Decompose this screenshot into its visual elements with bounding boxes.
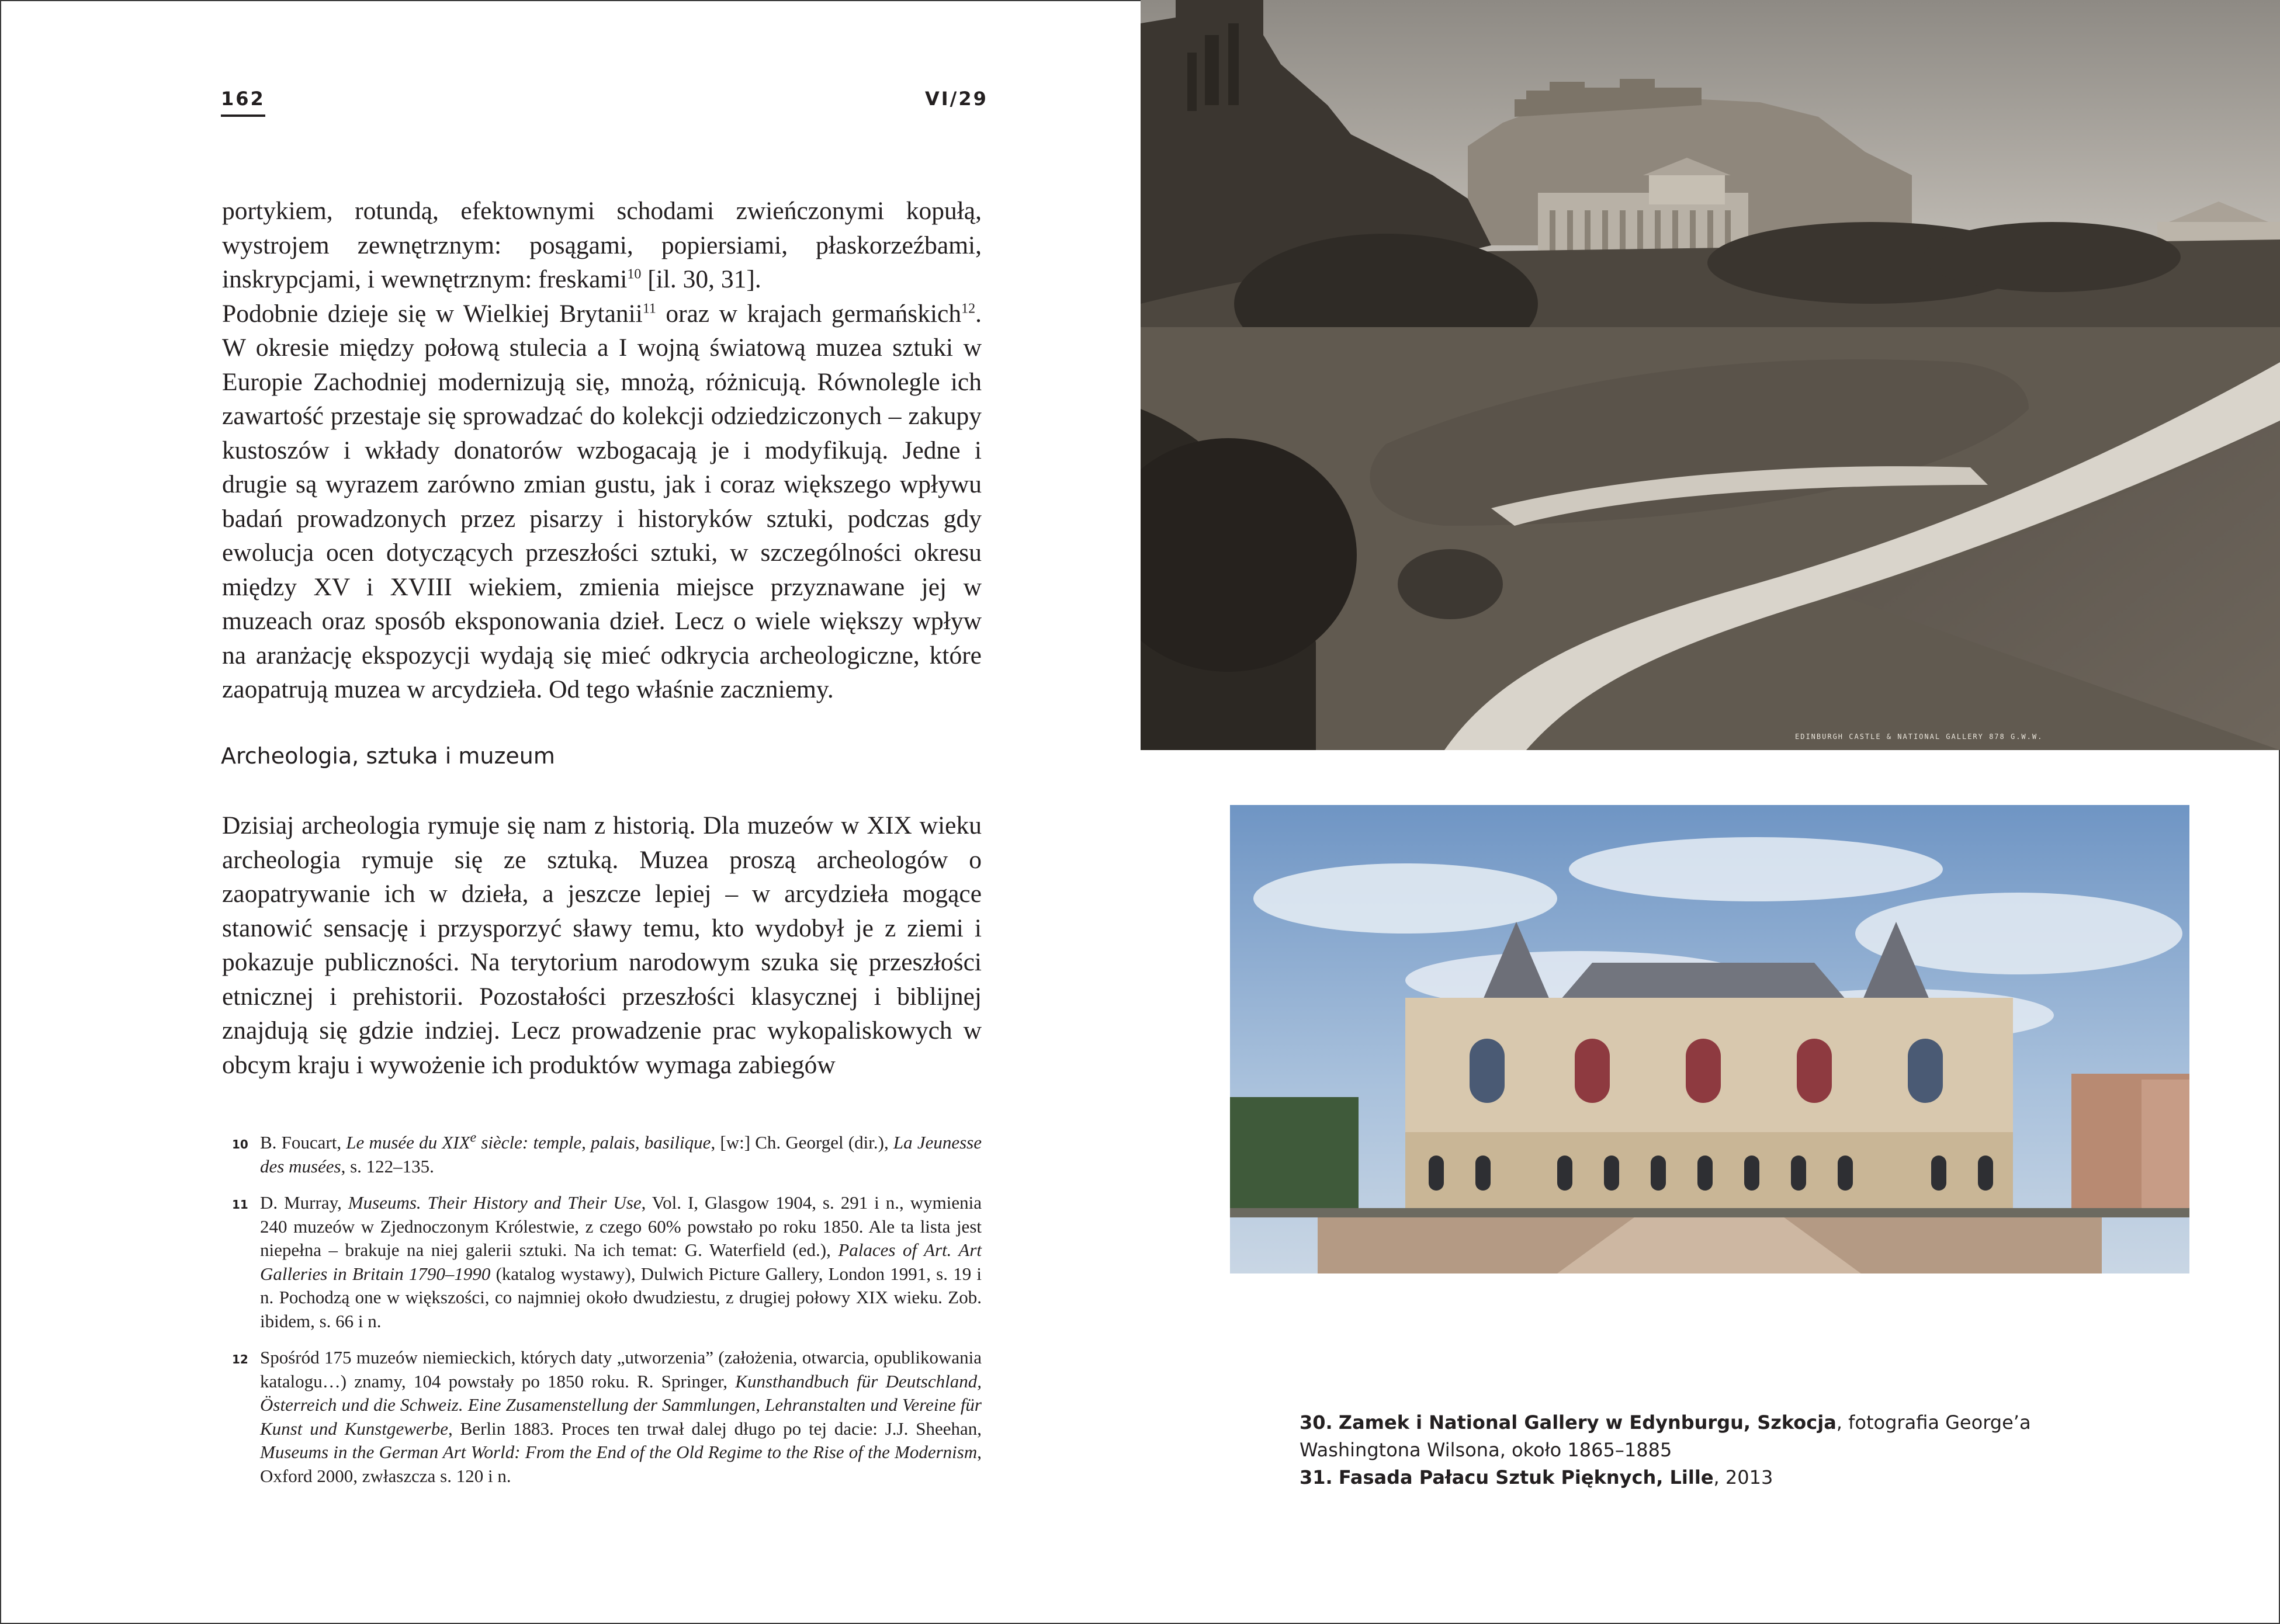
- caption-30-line-2: Washingtona Wilsona, około 1865–1885: [1300, 1439, 1672, 1461]
- footnote-number: 12: [232, 1352, 248, 1366]
- footnote-text-run: , Oxford 2000, zwłaszcza s. 120 i n.: [260, 1442, 982, 1486]
- footnote-text-run: , s. 122–135.: [341, 1155, 434, 1177]
- footnote-text-run: , Berlin 1883. Proces ten trwał dalej długo po tej dacie: J.J. Sheehan,: [448, 1418, 982, 1439]
- footnote-ref-12[interactable]: 12: [961, 301, 976, 316]
- footnote-text-run: , Vol. I, Glasgow 1904, s. 291 i n., wymienia 240 muzeów w Zjednoczonym Królestwie, z czego 60% powstało po roku 1850. Ale ta lista jest niepełna – brakuje na niej galerii sztuki. Na ich temat: G. Waterfield (ed.),: [260, 1192, 982, 1260]
- section-heading: Archeologia, sztuka i muzeum: [221, 743, 555, 769]
- photo-palais-des-beaux-arts-lille: [1230, 805, 2189, 1273]
- footnote-text-run: (katalog wystawy), Dulwich Picture Gallery, London 1991, s. 19 i n. Pochodzą one w większości, co najmniej około dwudziestu, z drugiej połowy XIX wieku. Zob. ibidem, s. 66 i n.: [260, 1263, 982, 1331]
- footnote-text-run: Palaces of Art. Art Galleries in Britain 1790–1990: [260, 1240, 982, 1284]
- page-number: 162: [221, 88, 265, 117]
- footnote-11: [222, 1191, 982, 1333]
- footnote-text-run: Kunsthandbuch für Deutschland, Österreich und die Schweiz. Eine Zusamenstellung der Sammlungen, Lehranstalten und Vereine für Kunst und Kunstgewerbe: [260, 1370, 982, 1439]
- footnote-10: [222, 1131, 982, 1178]
- footnote-12: [222, 1346, 982, 1488]
- body-text-block-2: [222, 808, 982, 1082]
- footnote-number: 11: [232, 1198, 248, 1212]
- footnote-number: 10: [232, 1137, 248, 1151]
- photo-edinburgh-castle-national-gallery: [1141, 0, 2280, 750]
- paragraph-continuation: portykiem, rotundą, efektownymi schodami zwieńczonymi kopułą, wystrojem zewnętrznym: posągami, popiersiami, płaskorzeźbami, inskrypcjami, i wewnętrznym: freskami$^{10}$ [il. 30, 31].: [222, 197, 982, 293]
- footnote-text-run: Spośród 175 muzeów niemieckich, których daty „utworzenia” (założenia, otwarcia, opublikowania katalogu…) znamy, 104 powstały po 1850 roku. R. Springer,: [260, 1347, 982, 1391]
- footnote-text-run: D. Murray,: [260, 1192, 348, 1213]
- footnotes: [222, 1131, 982, 1501]
- caption-31: 31. Fasada Pałacu Sztuk Pięknych, Lille, 2013: [1300, 1466, 1773, 1488]
- paragraph-archeology: Dzisiaj archeologia rymuje się nam z historią. Dla muzeów w XIX wieku archeologia rymuje się ze sztuką. Muzea proszą archeologów o zaopatrywanie ich w dzieła, a jeszcze lepiej – w arcydzieła mogące stanowić sensację i przysporzyć sławy temu, kto wydobył je z ziemi i pokazuje publiczności. Na terytorium narodowym szuka się przeszłości etnicznej i prehistorii. Pozostałości przeszłości klasycznej i biblijnej znajdują się gdzie indziej. Lecz prowadzenie prac wykopaliskowych w obcym kraju i wywożenie ich produktów wymaga zabiegów: [222, 811, 982, 1079]
- paragraph-britain: Podobnie dzieje się w Wielkiej Brytanii$^{11}$ oraz w krajach germańskich$^{12}$. W okresie między połową stulecia a I wojną światową muzea sztuki w Europie Zachodniej modernizują się, mnożą, różnicują. Równolegle ich zawartość przestaje się sprowadzać do kolekcji odziedziczonych – zakupy kustoszów i wkłady donatorów wzbogacają je i modyfikują. Jedne i drugie są wyrazem zarówno zmian gustu, jak i coraz większego wpływu badań prowadzonych przez pisarzy i historyków sztuki, podczas gdy ewolucja ocen dotyczących przeszłości sztuki, w szczególności okresu między XV i XVIII wiekiem, zmienia miejsce przyznawane jej w muzeach oraz sposób eksponowania dzieł. Lecz o wiele większy wpływ na aranżację ekspozycji wydają się mieć odkrycia archeologiczne, które zaopatrują muzea w arcydzieła. Od tego właśnie zaczniemy.: [222, 299, 982, 703]
- footnote-text-run: B. Foucart,: [260, 1132, 346, 1153]
- figure-captions: [1300, 1409, 2129, 1491]
- footnote-text-run: Museums in the German Art World: From the End of the Old Regime to the Rise of the Modernism: [260, 1442, 978, 1462]
- photo-inscription: EDINBURGH CASTLE & NATIONAL GALLERY 878 G.W.W.: [1795, 733, 2043, 741]
- footnote-ref-11[interactable]: 11: [642, 301, 656, 316]
- footnote-text-run: siècle: temple, palais, basilique: [476, 1132, 711, 1153]
- caption-30: 30. Zamek i National Gallery w Edynburgu, Szkocja, fotografia George’a: [1300, 1411, 2031, 1434]
- footnote-text-run: e: [470, 1130, 477, 1146]
- footnote-text-run: La Jeunesse des musées: [260, 1132, 982, 1177]
- footnote-text-run: Le musée du XIX: [346, 1132, 470, 1153]
- footnote-text-run: , [w:] Ch. Georgel (dir.),: [711, 1132, 893, 1153]
- chapter-reference: VI/29: [925, 88, 988, 110]
- body-text-block-1: [222, 194, 982, 707]
- footnote-text-run: Museums. Their History and Their Use: [348, 1192, 642, 1213]
- footnote-ref-10[interactable]: 10: [627, 266, 642, 282]
